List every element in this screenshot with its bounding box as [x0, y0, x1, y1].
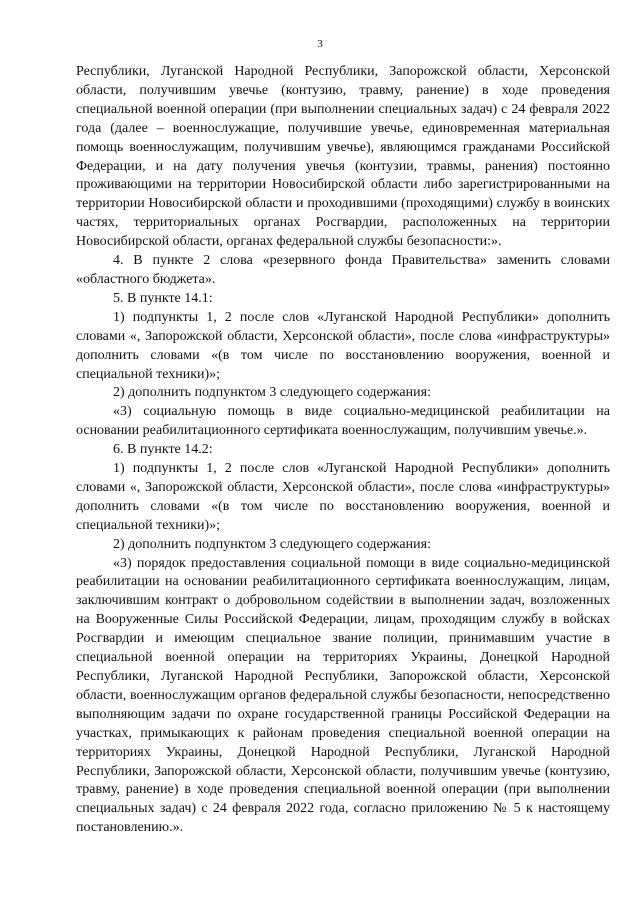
paragraph-item-6-sub-3-quote: «3) порядок предоставления социальной помощи в виде социально-медицинской реабилитации на основании реабилитационного сертификата военнослужащим, лицам, заключившим контракт о добровольном содействии в выполнении задач, возложенных на Вооруженные Силы Российской Федерации, лицам, проходящим службу в войсках Росгвардии и имеющим специальное звание полиции, принимавшим участие в специальной военной операции на территориях Украины, Донецкой Народной Республики, Луганской Народной Республики, Запорожской области, Херсонской области, военнослужащим органов федеральной службы безопасности, непосредственно выполняющим задачи по охране государственной границы Российской Федерации на участках, примыкающих к районам проведения специальной военной операции на территориях Украины, Донецкой Народной Республики, Луганской Народной Республики, Запорожской области, Херсонской области, получившим увечье (контузию, травму, ранение) в ходе проведения специальной военной операции (при выполнении специальных задач) с 24 февраля 2022 года, согласно приложению № 5 к настоящему постановлению.». — [76, 555, 610, 836]
paragraph-continuation: Республики, Луганской Народной Республики, Запорожской области, Херсонской области, получившим увечье (контузию, травму, ранение) в ходе проведения специальной военной операции (при выполнении специальных задач) с 24 февраля 2022 года (далее – военнослужащие, получившие увечье, единовременная материальная помощь военнослужащим, получившим увечье), являющимся гражданами Российской Федерации, и на дату получения увечья (контузии, травмы, ранения) постоянно проживающими на территории Новосибирской области либо зарегистрированными на территории Новосибирской области и проходившими (проходящими) службу в воинских частях, территориальных органах Росгвардии, расположенных на территории Новосибирской области, органах федеральной службы безопасности:». — [76, 64, 610, 250]
paragraph-item-5-sub-2: 2) дополнить подпунктом 3 следующего содержания: — [113, 385, 431, 401]
paragraph-item-6-heading: 6. В пункте 14.2: — [113, 442, 213, 458]
paragraph-item-5-sub-3-quote: «3) социальную помощь в виде социально-медицинской реабилитации на основании реабилитационного сертификата военнослужащим, получившим увечье.». — [76, 404, 610, 439]
paragraph-item-4: 4. В пункте 2 слова «резервного фонда Правительства» заменить словами «областного бюджета». — [76, 253, 610, 287]
paragraph-item-6-sub-2: 2) дополнить подпунктом 3 следующего содержания: — [113, 536, 431, 552]
paragraph-item-5-heading: 5. В пункте 14.1: — [113, 290, 213, 306]
page-number: 3 — [317, 38, 323, 50]
document-body — [76, 63, 610, 838]
paragraph-item-5-sub-1: 1) подпункты 1, 2 после слов «Луганской Народной Республики» дополнить словами «, Запорожской области, Херсонской области», после слова «инфраструктуры» дополнить словами «(в том числе по восстановлению вооружения, военной и специальной техники)»; — [76, 309, 610, 382]
paragraph-item-6-sub-1: 1) подпункты 1, 2 после слов «Луганской Народной Республики» дополнить словами «, Запорожской области, Херсонской области», после слова «инфраструктуры» дополнить словами «(в том числе по восстановлению вооружения, военной и специальной техники)»; — [76, 461, 610, 533]
